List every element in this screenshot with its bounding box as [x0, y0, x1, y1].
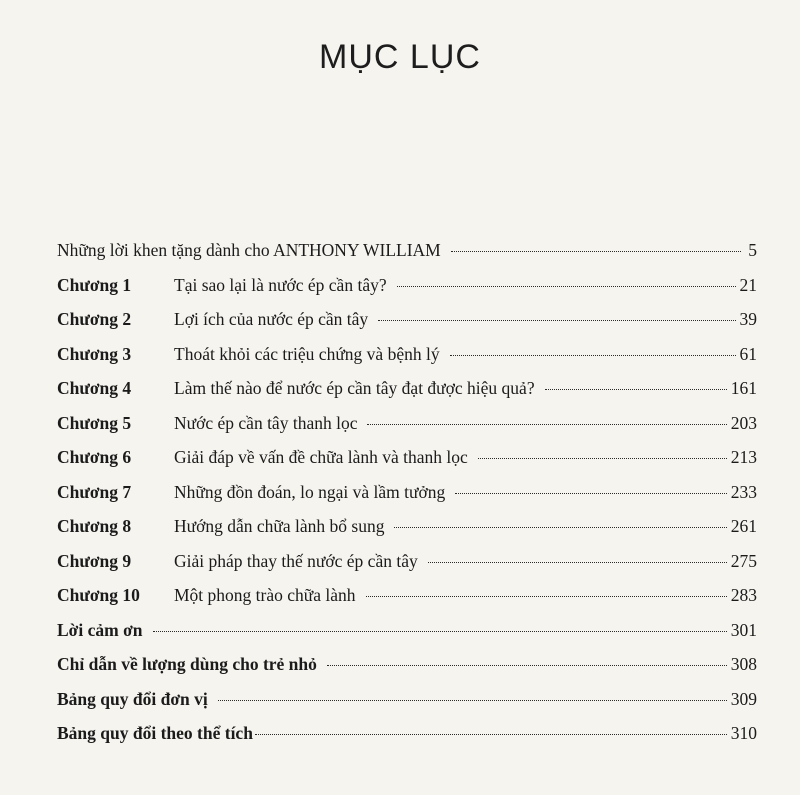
toc-entry-children-dosage[interactable]	[57, 654, 757, 689]
dot-leader	[478, 458, 727, 459]
toc-entry-text: Những lời khen tặng dành cho ANTHONY WILLIAM	[57, 240, 441, 260]
toc-entry-unit-conversion[interactable]	[57, 689, 757, 724]
toc-entry-text: Hướng dẫn chữa lành bổ sung	[174, 516, 385, 536]
toc-entry-text: Bảng quy đổi theo thể tích	[57, 723, 253, 743]
toc-page-number: 21	[739, 274, 757, 295]
toc-entry-text: Những đồn đoán, lo ngại và lầm tưởng	[174, 481, 446, 502]
toc-page-number: 308	[730, 654, 757, 674]
toc-entry-acknowledgements[interactable]	[57, 620, 757, 655]
dot-leader	[394, 527, 726, 528]
dot-leader	[255, 734, 727, 735]
dot-leader	[218, 700, 727, 701]
toc-page-number: 309	[730, 688, 757, 709]
dot-leader	[545, 389, 727, 390]
toc-page-number: 203	[730, 412, 757, 433]
dot-leader	[451, 251, 741, 252]
chapter-label: Chương 10	[57, 585, 140, 605]
toc-page-number: 161	[730, 378, 757, 398]
dot-leader	[378, 320, 735, 321]
dot-leader	[428, 562, 727, 563]
toc-page-number: 275	[730, 550, 757, 571]
toc-entry-chapter-4[interactable]	[57, 378, 757, 413]
dot-leader	[327, 665, 727, 666]
toc-entry-text: Thoát khỏi các triệu chứng và bệnh lý	[174, 343, 440, 364]
toc-page-number: 310	[730, 723, 757, 743]
toc-entry-chapter-10[interactable]	[57, 585, 757, 620]
toc-page-number: 301	[730, 619, 757, 640]
toc-entry-text: Làm thế nào để nước ép cần tây đạt được hiệu quả?	[174, 378, 535, 398]
toc-entry-text: Tại sao lại là nước ép cần tây?	[174, 274, 387, 295]
dot-leader	[367, 424, 726, 425]
toc-page-number: 5	[748, 240, 757, 260]
toc-entry-text: Bảng quy đổi đơn vị	[57, 688, 208, 709]
chapter-label: Chương 7	[57, 481, 132, 502]
toc-entry-text: Giải pháp thay thế nước ép cần tây	[174, 550, 418, 571]
toc-entry-chapter-3[interactable]	[57, 344, 757, 379]
chapter-label: Chương 8	[57, 516, 132, 536]
toc-page-number: 39	[739, 309, 757, 329]
toc-entry-text: Nước ép cần tây thanh lọc	[174, 412, 358, 433]
toc-entry-text: Lời cảm ơn	[57, 619, 143, 640]
dot-leader	[397, 286, 736, 287]
toc-entry-chapter-7[interactable]	[57, 482, 757, 517]
toc-entry-chapter-2[interactable]	[57, 309, 757, 344]
chapter-label: Chương 1	[57, 274, 132, 295]
toc-entry-chapter-5[interactable]	[57, 413, 757, 448]
dot-leader	[366, 596, 727, 597]
toc-entry-text: Giải đáp về vấn đề chữa lành và thanh lọc	[174, 447, 468, 467]
toc-page-number: 233	[730, 481, 757, 502]
chapter-label: Chương 3	[57, 343, 132, 364]
page-title: MỤC LỤC	[319, 38, 481, 76]
dot-leader	[455, 493, 727, 494]
toc-entry-text: Một phong trào chữa lành	[174, 585, 356, 605]
toc-page-number: 261	[730, 516, 757, 536]
table-of-contents	[57, 240, 757, 758]
toc-entry-chapter-6[interactable]	[57, 447, 757, 482]
chapter-label: Chương 4	[57, 378, 132, 398]
dot-leader	[153, 631, 727, 632]
toc-entry-text: Chỉ dẫn về lượng dùng cho trẻ nhỏ	[57, 654, 317, 674]
chapter-label: Chương 9	[57, 550, 132, 571]
chapter-label: Chương 2	[57, 309, 132, 329]
toc-entry-praise[interactable]	[57, 240, 757, 275]
chapter-label: Chương 5	[57, 412, 132, 433]
chapter-label: Chương 6	[57, 447, 132, 467]
dot-leader	[450, 355, 736, 356]
toc-entry-text: Lợi ích của nước ép cần tây	[174, 309, 369, 329]
toc-page-number: 283	[730, 585, 757, 605]
toc-page-number: 61	[739, 343, 757, 364]
toc-entry-chapter-8[interactable]	[57, 516, 757, 551]
toc-entry-chapter-1[interactable]	[57, 275, 757, 310]
toc-entry-volume-conversion[interactable]	[57, 723, 757, 758]
toc-entry-chapter-9[interactable]	[57, 551, 757, 586]
toc-page-number: 213	[730, 447, 757, 467]
